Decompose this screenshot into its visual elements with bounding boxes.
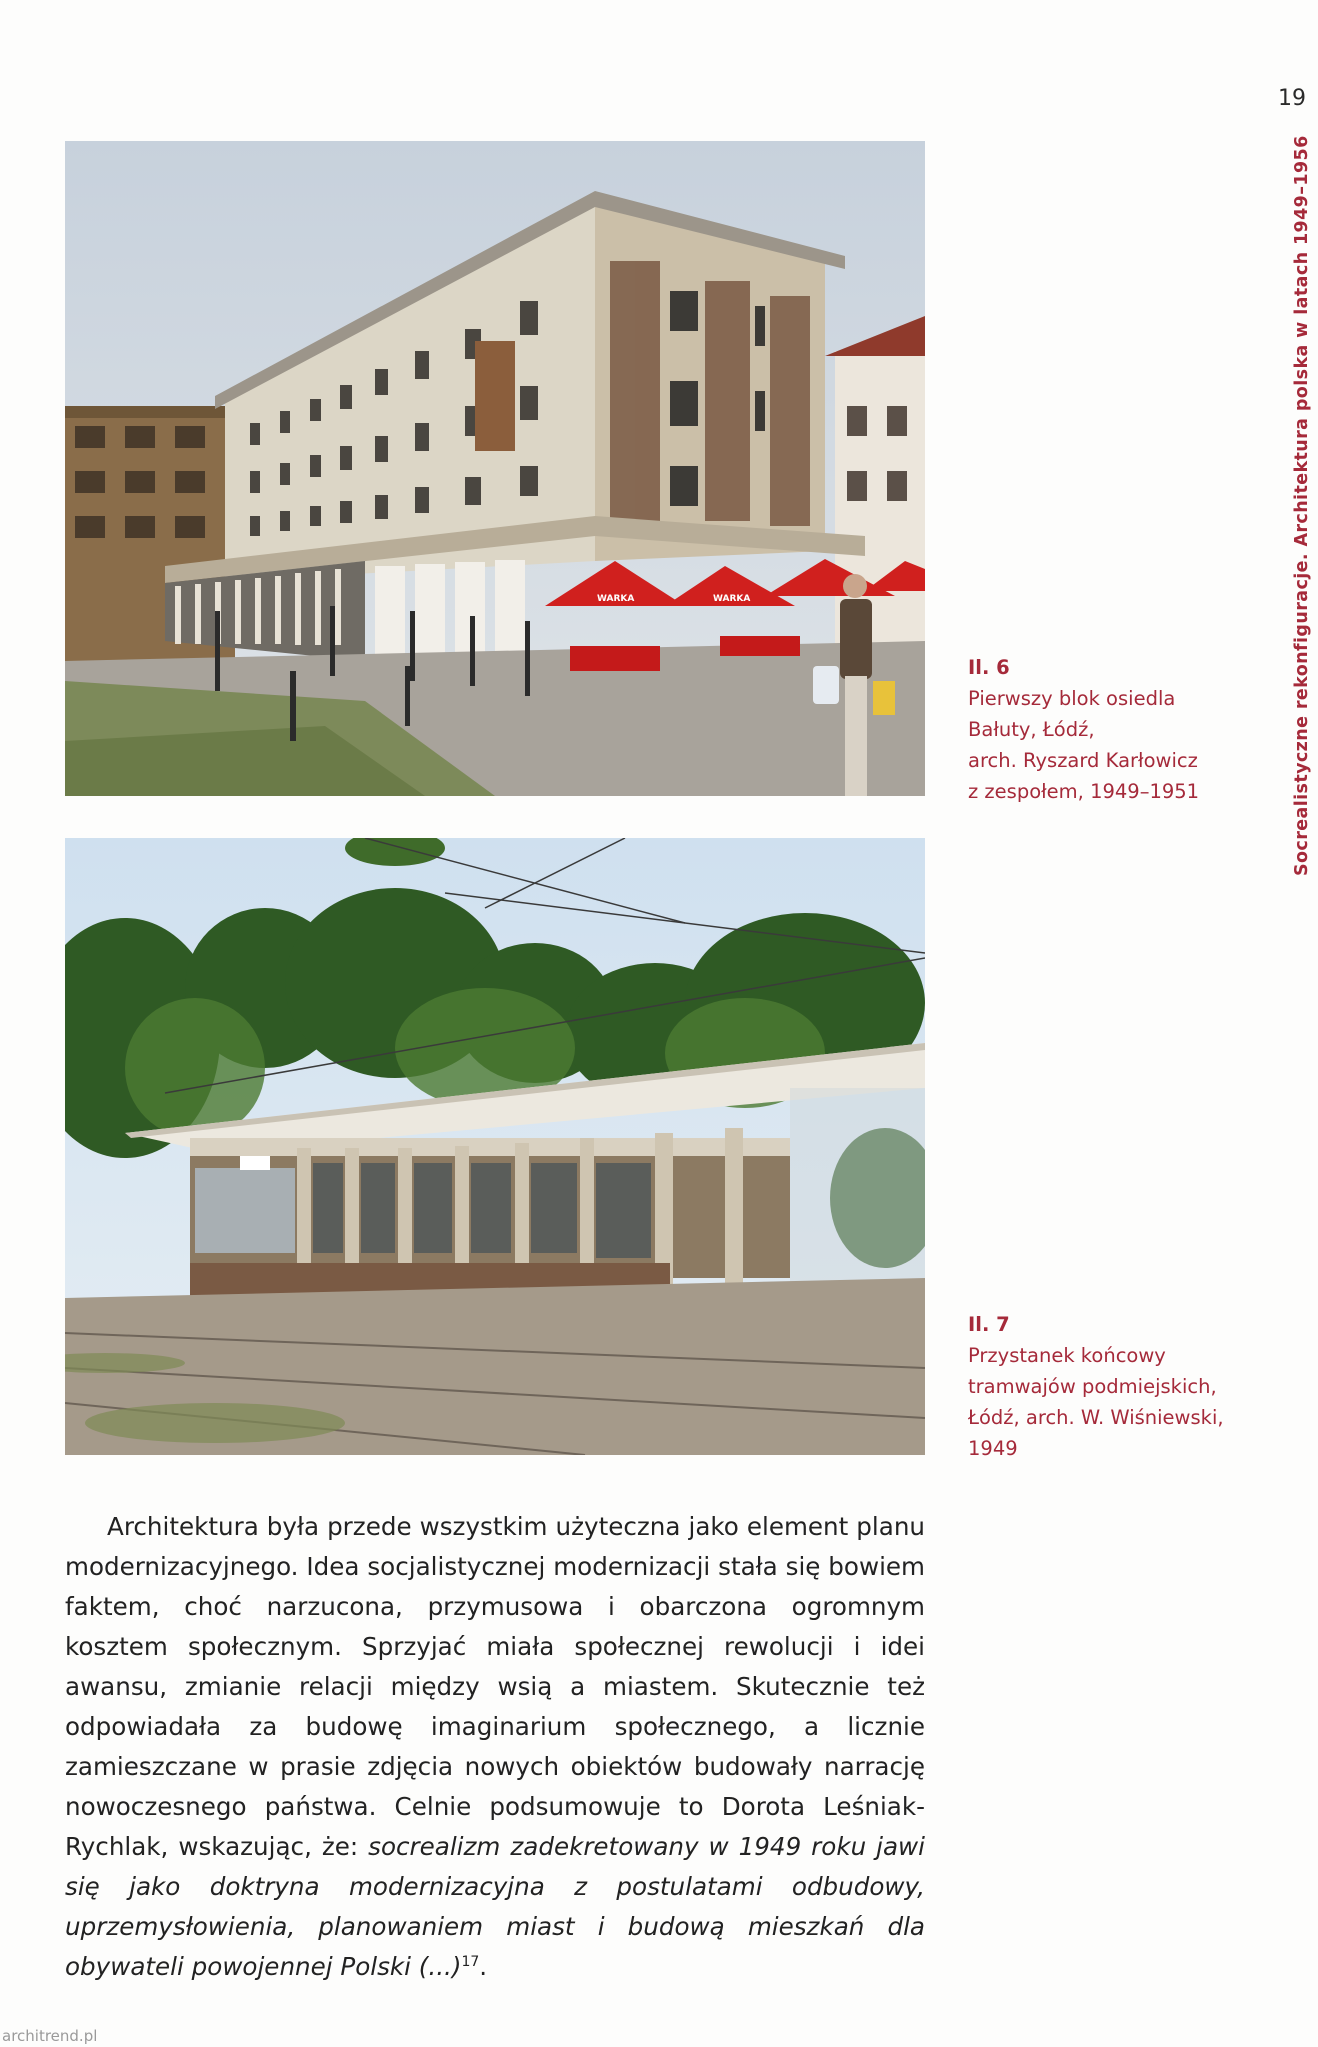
caption-line: z zespołem, 1949–1951 bbox=[968, 780, 1200, 803]
caption-line: Przystanek końcowy bbox=[968, 1344, 1166, 1367]
caption-line: tramwajów podmiejskich, bbox=[968, 1375, 1217, 1398]
photo-tram-terminus bbox=[65, 838, 925, 1455]
body-text-plain: Architektura była przede wszystkim użyteczna jako element planu modernizacyjnego. Idea socjalistycznej modernizacji stała się bowiem faktem, choć narzucona, przymusowa i obarczona ogromnym kosztem społecznym. Sprzyjać miała społecznej rewolucji i idei awansu, zmianie relacji między wsią a miastem. Skutecznie też odpowiadała za budowę imaginarium społecznego, a licznie zamieszczane w prasie zdjęcia nowych obiektów budowały narrację nowoczesnego państwa. Celnie podsumowuje to Dorota Leśniak-Rychlak, wskazując, że: bbox=[65, 1512, 925, 1861]
body-text-quote: socrealizm zadekretowany w 1949 roku jawi się jako doktryna modernizacyjna z postulatami odbudowy, uprzemysłowienia, planowaniem miast i budową mieszkań dla obywateli powojennej Polski (...) bbox=[65, 1832, 925, 1981]
photo-balaty-block bbox=[65, 141, 925, 796]
watermark: architrend.pl bbox=[2, 2027, 98, 2045]
caption-line: Pierwszy blok osiedla bbox=[968, 687, 1176, 710]
figure-caption-6 bbox=[968, 652, 1298, 807]
caption-line: arch. Ryszard Karłowicz bbox=[968, 749, 1198, 772]
caption-line: Łódź, arch. W. Wiśniewski, bbox=[968, 1406, 1224, 1429]
running-head: Socrealistyczne rekonfiguracje. Architektura polska w latach 1949–1956 bbox=[1292, 135, 1312, 876]
figure-label: Il. 7 bbox=[968, 1313, 1010, 1336]
caption-line: 1949 bbox=[968, 1437, 1018, 1460]
umbrella-text: WARKA bbox=[713, 594, 751, 604]
photo-tram-terminus-image bbox=[65, 838, 925, 1455]
figure-caption-7 bbox=[968, 1309, 1298, 1464]
body-text-end: . bbox=[479, 1952, 488, 1981]
photo-balaty-block-image bbox=[65, 141, 925, 796]
figure-label: Il. 6 bbox=[968, 656, 1010, 679]
caption-line: Bałuty, Łódź, bbox=[968, 718, 1095, 741]
footnote-reference[interactable]: 17 bbox=[461, 1953, 480, 1970]
umbrella-text: WARKA bbox=[597, 594, 635, 604]
page-number: 19 bbox=[1278, 86, 1306, 111]
body-paragraph bbox=[65, 1507, 925, 1987]
